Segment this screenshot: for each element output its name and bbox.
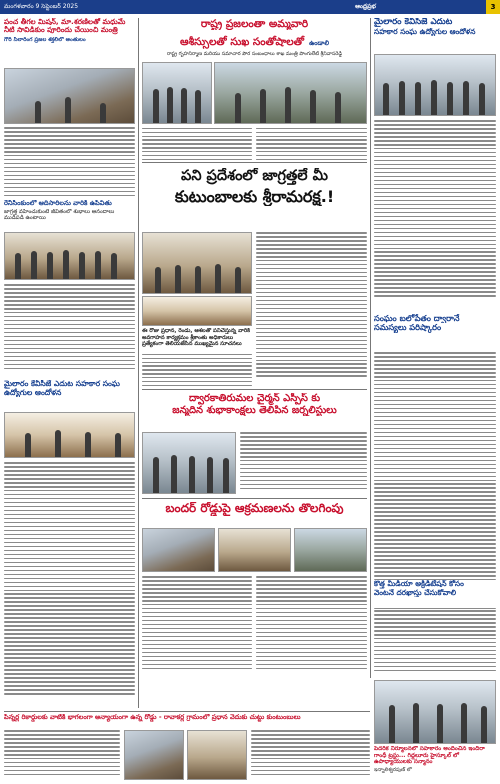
subline-top-center: రాష్ట్ర గృహనిర్మాణ మరియు సమాచార పౌర సంబంధాలు శాఖ మంత్రి పొంగులేటి శ్రీనివాసరెడ్డి: [166, 51, 343, 58]
article-bottom-right-header: [374, 746, 496, 782]
headline-top-right-line1: మైలారం కేవీసీజే ఎదుట: [374, 18, 453, 27]
photo-employees-protest: [374, 54, 496, 116]
photo-road-clearing-2: [218, 528, 291, 572]
article-top-left-header: [4, 18, 135, 66]
photo-minister-visit-right: [214, 62, 367, 124]
article-mid-left-header: [4, 200, 135, 230]
headline-lower-left: మైలారం కేవీసీజే ఎదుట సహకార సంఘ ఉద్యోగుల ఆందోళన: [4, 380, 120, 397]
headline-dwaraka-line1: ద్వారకాతిరుమల చైర్మన్ ఎస్పీస్ కు: [188, 393, 321, 404]
headline-bottom-left: పిన్నర్ల రికార్డులకు వాటికి భాగలంగా అన్యాయంగా ఉన్న రోడ్డు - రావాకర్ల గ్రామంలో ప్రధాన వెదుకు చుట్టు కుంటుంబులు: [4, 714, 301, 721]
article-bottom-left-header: [4, 714, 370, 728]
body-center-b: [256, 232, 367, 386]
photo-awareness-meeting: [142, 232, 252, 294]
photo-minister-visit-left: [142, 62, 212, 124]
body-right-lower: [374, 610, 496, 676]
subline-mid-left: జాగ్రత్త వహించుకుంటే జీవితంలో శుభాలు ఆనందాలు ముడిపడి ఉంటాయి: [4, 208, 115, 222]
article-lower-left-header: [4, 380, 135, 410]
issue-date: మంగళవారం 9 సెప్టెంబర్ 2025: [4, 3, 79, 10]
masthead: [0, 0, 500, 14]
photo-road-damage-1: [124, 730, 184, 780]
photo-birthday-wishes: [142, 432, 236, 494]
article-top-center-header: [142, 18, 367, 60]
body-top-center-b: [256, 128, 367, 160]
photo-road-damage-2: [187, 730, 247, 780]
headline-top-center-tag: ఉండాలి: [309, 39, 329, 48]
article-dwaraka-header: [142, 393, 367, 429]
photo-pipeline-work: [4, 68, 135, 124]
body-top-right: [374, 120, 496, 310]
photo-road-clearing-1: [142, 528, 215, 572]
body-top-center-a: [142, 128, 252, 160]
body-bottom-left-b: [251, 730, 370, 782]
headline-center-main-line1: పని ప్రదేశంలో జాగ్రత్తలే మీ: [181, 168, 328, 184]
headline-top-center-line1: రాష్ట్ర ప్రజలంతా అమ్మవారి: [200, 18, 309, 30]
article-right-mid-header: [374, 314, 496, 348]
body-mid-left: [4, 284, 135, 374]
headline-bandar: బందర్ రోడ్డుపై ఆక్రమణలను తొలగింపు: [165, 502, 344, 515]
headline-dwaraka-line2: జన్మదిన శుభాకాంక్షలు తెలిపిన జర్నలిస్టులు: [172, 404, 337, 416]
headline-mid-left: రేనీసింకుంలో ఆదిసారిలను వారికి ఉపివితు: [4, 200, 112, 207]
body-center-a: [142, 354, 252, 386]
photo-audience: [142, 296, 252, 326]
headline-top-right-line2: సహకార సంఘ ఉద్యోగుల ఆందోళన: [374, 27, 476, 36]
headline-right-mid-line2: సమస్యలు పరిష్కారం: [374, 323, 442, 333]
headline-center-main-line2: కుటుంబాలకు శ్రీరామరక్ష.!: [174, 187, 335, 206]
article-top-right-header: [374, 18, 496, 52]
subline-bottom-right: ఇన్నాలిశ్వరపుణ్ లో: [374, 766, 412, 773]
caption-center: ఈ రోజు ప్రధాన, రెండు, ఆశలతో పనిచేస్తున్న వారికి అవగాహన కార్యక్రమం శ్రీకాంతు అధికారులు ప్రత్యేకంగా తెలియజేసిన ముఖ్యమైన సూచనలు: [142, 328, 251, 348]
headline-top-center-line2: ఆశీస్సులతో సుఖ సంతోషాలతో: [180, 36, 304, 49]
subline-top-left: గౌరి సీలారింగ ప్రజల శక్తలిలో అంతులం: [4, 36, 86, 43]
body-bandar-a: [142, 576, 252, 676]
page-number-badge: 3: [486, 0, 500, 14]
headline-right-lower-line1: కొత్త మీడియా అక్రిడిటేషన్ కోసం: [374, 580, 464, 588]
photo-protest: [4, 412, 135, 458]
photo-road-clearing-3: [294, 528, 367, 572]
body-dwaraka: [240, 432, 367, 494]
headline-top-left: పంచ తీగల మిషన్, మా.శరణిలతో మధుమే నీటి సావిడికుం పూరిందు చేయించి మంత్రి: [4, 18, 126, 35]
photo-group-event: [4, 232, 135, 280]
body-lower-left: [4, 462, 135, 707]
headline-right-mid-line1: సంఘం బలోపేతం ద్వారానే: [374, 314, 460, 323]
paper-name: ఆంధ్రప్రభ: [355, 3, 376, 10]
headline-bottom-right: పేదరిక నిర్మూలనలో సహకారం అందించిన ఇందిరా గాంధీ ట్రస్టు... గిద్దలూరు హైస్కూల్ లో ఉపాధ్యాయులకు సన్మానం: [374, 746, 485, 766]
body-bottom-left-a: [4, 730, 120, 782]
headline-right-lower-line2: వెంటనే దరఖాస్తు చేసుకోవాలి: [374, 588, 457, 597]
article-bandar-header: [142, 502, 367, 524]
photo-teachers-felicitation: [374, 680, 496, 744]
body-bandar-b: [256, 576, 367, 676]
body-top-left: [4, 127, 135, 197]
article-right-lower-header: [374, 580, 496, 608]
article-center-main-header: [142, 168, 367, 228]
